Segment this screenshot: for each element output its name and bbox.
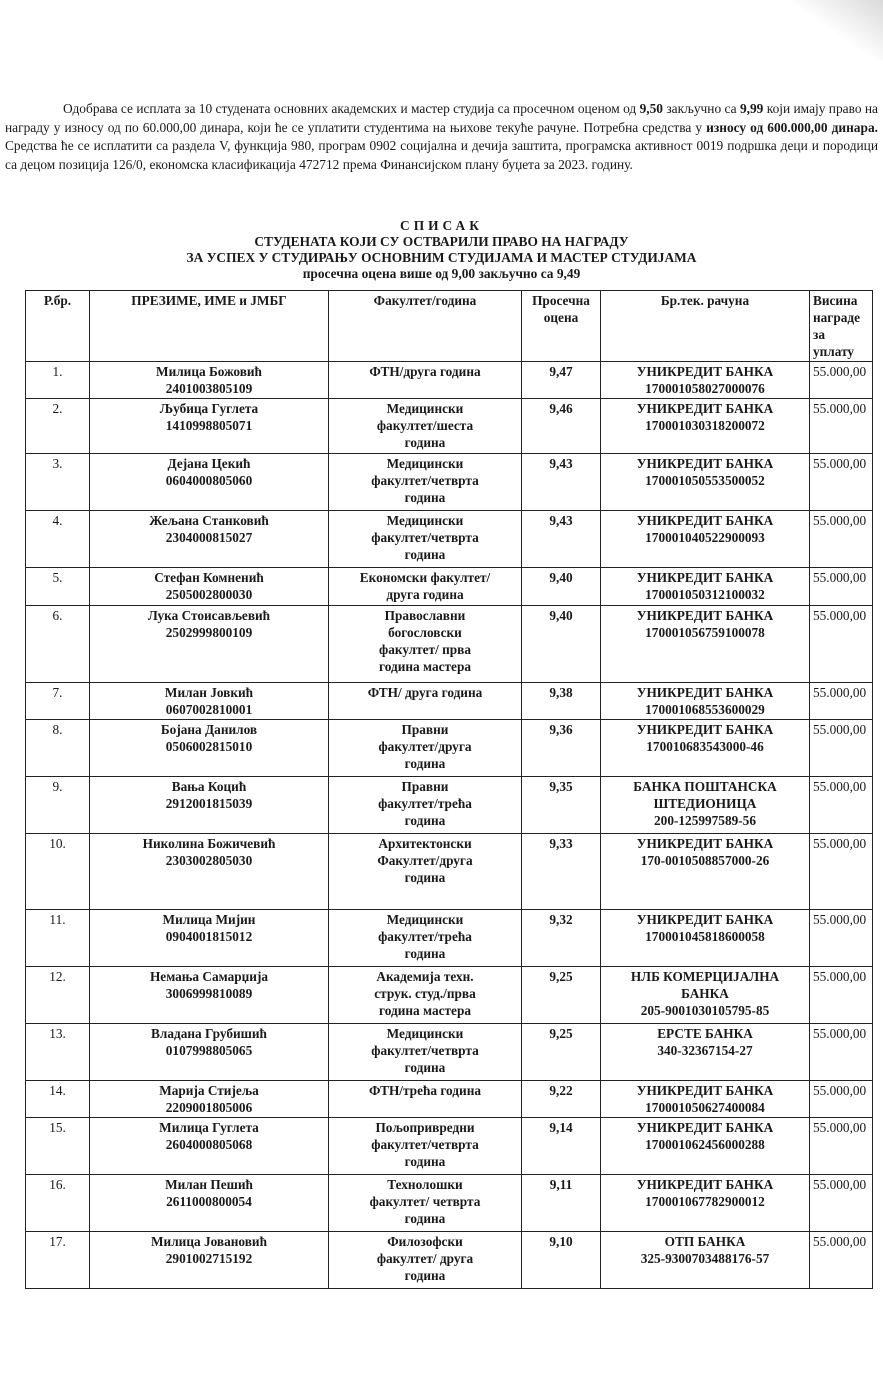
student-jmbg: 0607002810001 — [165, 702, 253, 717]
row-number: 1. — [52, 364, 63, 379]
account-number: 170001040522900093 — [645, 530, 765, 545]
student-name: Немања Самарџија — [149, 969, 269, 984]
cell-name — [90, 454, 329, 511]
award-amount: 55.000,00 — [813, 1026, 867, 1041]
table-row — [26, 720, 873, 777]
cell-amount — [810, 720, 873, 777]
bank-name: УНИКРЕДИТ БАНКА — [636, 401, 774, 416]
cell-average — [522, 910, 601, 967]
faculty-year: Технолошки факултет/ четврта година — [369, 1177, 481, 1226]
cell-average — [522, 1118, 601, 1175]
account-number: 170001062456000288 — [645, 1137, 765, 1152]
average-grade: 9,36 — [549, 722, 573, 737]
account-number: 170001050553500052 — [645, 473, 765, 488]
cell-amount — [810, 683, 873, 720]
award-amount: 55.000,00 — [813, 1234, 867, 1249]
student-jmbg: 2912001815039 — [165, 796, 253, 811]
table-header-row — [26, 291, 873, 362]
cell-faculty — [329, 1024, 522, 1081]
bank-name: УНИКРЕДИТ БАНКА — [636, 456, 774, 471]
cell-number — [26, 1118, 90, 1175]
row-number: 14. — [49, 1083, 66, 1098]
award-amount: 55.000,00 — [813, 456, 867, 471]
cell-faculty — [329, 910, 522, 967]
account-number: 170001030318200072 — [645, 418, 765, 433]
cell-name — [90, 1118, 329, 1175]
student-name: Владана Грубишић — [151, 1026, 267, 1041]
average-grade: 9,40 — [549, 608, 573, 623]
cell-faculty — [329, 1175, 522, 1232]
average-grade: 9,25 — [549, 1026, 573, 1041]
faculty-year: Академија техн. струк. студ./прва година мастера — [374, 969, 476, 1018]
faculty-year: Медицински факултет/четврта година — [371, 513, 479, 562]
cell-number — [26, 1081, 90, 1118]
student-name: Милица Јовановић — [151, 1234, 267, 1249]
faculty-year: ФТН/ друга година — [367, 685, 483, 700]
account-number: 170010683543000-46 — [646, 739, 764, 754]
cell-name — [90, 834, 329, 910]
row-number: 5. — [52, 570, 63, 585]
cell-amount — [810, 362, 873, 399]
intro-paragraph — [5, 100, 878, 174]
cell-faculty — [329, 967, 522, 1024]
cell-amount — [810, 1081, 873, 1118]
bank-name: УНИКРЕДИТ БАНКА — [636, 722, 774, 737]
bank-name: УНИКРЕДИТ БАНКА — [636, 1177, 774, 1192]
faculty-year: Пољопривредни факултет/четврта година — [371, 1120, 479, 1169]
bank-name: УНИКРЕДИТ БАНКА — [636, 912, 774, 927]
table-row — [26, 910, 873, 967]
table-row — [26, 967, 873, 1024]
row-number: 7. — [52, 685, 63, 700]
student-jmbg: 2604000805068 — [165, 1137, 253, 1152]
student-jmbg: 2611000800054 — [166, 1194, 252, 1209]
account-number: 200-125997589-56 — [654, 813, 756, 828]
cell-account — [601, 683, 810, 720]
list-heading — [0, 218, 883, 282]
cell-faculty — [329, 1232, 522, 1289]
heading-line-4: просечна оцена више од 9,00 закључно са 9,49 — [302, 266, 581, 281]
cell-faculty — [329, 511, 522, 568]
row-number: 13. — [49, 1026, 66, 1041]
table-row — [26, 1232, 873, 1289]
bank-name: УНИКРЕДИТ БАНКА — [636, 608, 774, 623]
cell-average — [522, 1232, 601, 1289]
cell-faculty — [329, 683, 522, 720]
cell-amount — [810, 399, 873, 454]
cell-number — [26, 1232, 90, 1289]
row-number: 16. — [49, 1177, 66, 1192]
cell-name — [90, 1081, 329, 1118]
row-number: 15. — [49, 1120, 66, 1135]
intro-value-max: 9,99 — [739, 101, 764, 116]
cell-average — [522, 606, 601, 683]
average-grade: 9,14 — [549, 1120, 573, 1135]
cell-average — [522, 683, 601, 720]
table-row — [26, 1118, 873, 1175]
table-row — [26, 1081, 873, 1118]
cell-account — [601, 967, 810, 1024]
cell-account — [601, 910, 810, 967]
cell-number — [26, 454, 90, 511]
bank-name: УНИКРЕДИТ БАНКА — [636, 570, 774, 585]
account-number: 170001068553600029 — [645, 702, 765, 717]
cell-amount — [810, 511, 873, 568]
student-name: Милица Божовић — [156, 364, 262, 379]
cell-number — [26, 568, 90, 606]
table-row — [26, 362, 873, 399]
account-number: 170-0010508857000-26 — [640, 853, 770, 868]
student-jmbg: 2401003805109 — [165, 381, 253, 396]
average-grade: 9,46 — [549, 401, 573, 416]
cell-account — [601, 362, 810, 399]
cell-account — [601, 454, 810, 511]
award-amount: 55.000,00 — [813, 969, 867, 984]
faculty-year: ФТН/друга година — [369, 364, 481, 379]
account-number: 340-32367154-27 — [657, 1043, 753, 1058]
cell-amount — [810, 777, 873, 834]
student-name: Стефан Комненић — [154, 570, 264, 585]
cell-amount — [810, 1175, 873, 1232]
cell-faculty — [329, 362, 522, 399]
student-jmbg: 0904001815012 — [165, 929, 253, 944]
cell-name — [90, 720, 329, 777]
cell-amount — [810, 1232, 873, 1289]
faculty-year: Медицински факултет/четврта година — [371, 1026, 479, 1075]
student-jmbg: 2505002800030 — [165, 587, 253, 602]
cell-account — [601, 1232, 810, 1289]
student-name: Дејана Цекић — [167, 456, 251, 471]
cell-account — [601, 834, 810, 910]
header-average: Просечна оцена — [522, 291, 601, 362]
cell-name — [90, 967, 329, 1024]
student-name: Марија Стијеља — [159, 1083, 259, 1098]
cell-number — [26, 720, 90, 777]
student-name: Николина Божичевић — [142, 836, 276, 851]
cell-name — [90, 683, 329, 720]
cell-amount — [810, 967, 873, 1024]
table-row — [26, 834, 873, 910]
average-grade: 9,43 — [549, 456, 573, 471]
cell-name — [90, 777, 329, 834]
cell-account — [601, 511, 810, 568]
cell-number — [26, 1024, 90, 1081]
student-jmbg: 0506002815010 — [165, 739, 253, 754]
table-row — [26, 606, 873, 683]
average-grade: 9,35 — [549, 779, 573, 794]
account-number: 170001056759100078 — [645, 625, 765, 640]
award-amount: 55.000,00 — [813, 364, 867, 379]
faculty-year: Архитектонски Факултет/друга година — [377, 836, 473, 885]
cell-account — [601, 720, 810, 777]
intro-value-total: износу од 600.000,00 динара. — [706, 119, 878, 135]
faculty-year: Медицински факултет/трећа година — [378, 912, 472, 961]
row-number: 2. — [52, 401, 63, 416]
cell-number — [26, 777, 90, 834]
award-amount: 55.000,00 — [813, 513, 867, 528]
cell-name — [90, 1175, 329, 1232]
account-number: 170001067782900012 — [645, 1194, 765, 1209]
cell-name — [90, 362, 329, 399]
student-name: Бојана Данилов — [160, 722, 258, 737]
cell-number — [26, 511, 90, 568]
student-name: Љубица Гуглета — [159, 401, 259, 416]
average-grade: 9,10 — [549, 1234, 573, 1249]
student-jmbg: 2303002805030 — [165, 853, 253, 868]
intro-value-min: 9,50 — [639, 101, 663, 116]
cell-average — [522, 511, 601, 568]
row-number: 10. — [49, 836, 66, 851]
header-faculty: Факултет/година — [329, 291, 522, 362]
cell-faculty — [329, 1081, 522, 1118]
account-number: 170001045818600058 — [645, 929, 765, 944]
cell-average — [522, 967, 601, 1024]
cell-faculty — [329, 777, 522, 834]
cell-account — [601, 1175, 810, 1232]
cell-name — [90, 568, 329, 606]
row-number: 11. — [49, 912, 66, 927]
cell-number — [26, 399, 90, 454]
account-number: 170001058027000076 — [645, 381, 765, 396]
table-row — [26, 399, 873, 454]
bank-name: УНИКРЕДИТ БАНКА — [636, 1120, 774, 1135]
faculty-year: Медицински факултет/шеста година — [376, 401, 474, 450]
student-jmbg: 0604000805060 — [165, 473, 253, 488]
intro-text-4: Средства ће се исплатити са раздела V, функција 980, програм 0902 социјална и дечија заштита, програмска активност 0019 подршка деци и породици са децом позиција 126/0, економска класификација 472712 према Финансијском плану буџета за 2023. годину. — [5, 138, 878, 172]
bank-name: УНИКРЕДИТ БАНКА — [636, 513, 774, 528]
table-row — [26, 683, 873, 720]
row-number: 3. — [52, 456, 63, 471]
cell-number — [26, 362, 90, 399]
table-row — [26, 1175, 873, 1232]
account-number: 170001050312100032 — [645, 587, 765, 602]
student-jmbg: 2502999800109 — [165, 625, 253, 640]
average-grade: 9,11 — [549, 1177, 573, 1192]
cell-faculty — [329, 1118, 522, 1175]
average-grade: 9,22 — [549, 1083, 573, 1098]
bank-name: ЕРСТЕ БАНКА — [657, 1026, 753, 1041]
bank-name: БАНКА ПОШТАНСКА ШТЕДИОНИЦА — [633, 779, 777, 811]
cell-amount — [810, 454, 873, 511]
cell-number — [26, 1175, 90, 1232]
student-name: Милица Мијин — [162, 912, 256, 927]
cell-average — [522, 1081, 601, 1118]
heading-title: СПИСАК — [400, 218, 483, 233]
intro-text-3: који имају право на награду у износу од по 60.000,00 динара, који ће се уплатити студентима на њихове текуће рачуне. Потребна средства у — [5, 101, 878, 135]
cell-account — [601, 777, 810, 834]
average-grade: 9,47 — [549, 364, 573, 379]
cell-faculty — [329, 568, 522, 606]
cell-name — [90, 1024, 329, 1081]
student-jmbg: 1410998805071 — [165, 418, 253, 433]
cell-amount — [810, 568, 873, 606]
award-amount: 55.000,00 — [813, 608, 867, 623]
cell-faculty — [329, 720, 522, 777]
row-number: 8. — [52, 722, 63, 737]
cell-name — [90, 399, 329, 454]
cell-name — [90, 511, 329, 568]
student-jmbg: 2901002715192 — [165, 1251, 253, 1266]
student-jmbg: 3006999810089 — [165, 986, 253, 1001]
cell-number — [26, 967, 90, 1024]
cell-number — [26, 606, 90, 683]
cell-name — [90, 910, 329, 967]
award-amount: 55.000,00 — [813, 1177, 867, 1192]
cell-account — [601, 399, 810, 454]
header-account: Бр.тек. рачуна — [601, 291, 810, 362]
table-row — [26, 1024, 873, 1081]
page-corner-fold — [793, 0, 883, 60]
header-number: Р.бр. — [26, 291, 90, 362]
award-amount: 55.000,00 — [813, 836, 867, 851]
cell-account — [601, 606, 810, 683]
table-row — [26, 777, 873, 834]
faculty-year: Правни факултет/трећа година — [378, 779, 472, 828]
award-amount: 55.000,00 — [813, 779, 867, 794]
average-grade: 9,38 — [549, 685, 573, 700]
cell-name — [90, 606, 329, 683]
cell-faculty — [329, 399, 522, 454]
cell-amount — [810, 834, 873, 910]
heading-line-3: ЗА УСПЕХ У СТУДИРАЊУ ОСНОВНИМ СТУДИЈАМА И МАСТЕР СТУДИЈАМА — [186, 250, 697, 265]
student-jmbg: 2209001805006 — [165, 1100, 253, 1115]
cell-average — [522, 568, 601, 606]
student-name: Вања Коцић — [171, 779, 247, 794]
faculty-year: Економски факултет/ друга година — [359, 570, 491, 602]
average-grade: 9,25 — [549, 969, 573, 984]
intro-text-2: закључно са — [666, 101, 737, 116]
header-amount: Висина награде за уплату — [810, 291, 873, 362]
student-name: Милица Гуглета — [159, 1120, 259, 1135]
cell-average — [522, 454, 601, 511]
cell-number — [26, 834, 90, 910]
row-number: 12. — [49, 969, 66, 984]
header-name: ПРЕЗИМЕ, ИМЕ и ЈМБГ — [90, 291, 329, 362]
bank-name: УНИКРЕДИТ БАНКА — [636, 1083, 774, 1098]
heading-line-2: СТУДЕНАТА КОЈИ СУ ОСТВАРИЛИ ПРАВО НА НАГРАДУ — [254, 234, 629, 249]
award-amount: 55.000,00 — [813, 1120, 867, 1135]
bank-name: УНИКРЕДИТ БАНКА — [636, 836, 774, 851]
average-grade: 9,32 — [549, 912, 573, 927]
faculty-year: Правни факултет/друга година — [378, 722, 472, 771]
award-amount: 55.000,00 — [813, 912, 867, 927]
row-number: 17. — [49, 1234, 66, 1249]
cell-faculty — [329, 834, 522, 910]
bank-name: УНИКРЕДИТ БАНКА — [636, 685, 774, 700]
intro-text-1: Одобрава се исплата за 10 студената основних академских и мастер студија са просечном оценом од — [63, 101, 637, 116]
account-number: 325-9300703488176-57 — [640, 1251, 770, 1266]
cell-amount — [810, 606, 873, 683]
faculty-year: Медицински факултет/четврта година — [371, 456, 479, 505]
row-number: 9. — [52, 779, 63, 794]
cell-faculty — [329, 606, 522, 683]
award-amount: 55.000,00 — [813, 401, 867, 416]
cell-average — [522, 777, 601, 834]
table-body — [26, 362, 873, 1289]
cell-average — [522, 834, 601, 910]
cell-average — [522, 720, 601, 777]
bank-name: НЛБ КОМЕРЦИЈАЛНА БАНКА — [630, 969, 780, 1001]
cell-average — [522, 399, 601, 454]
student-name: Милан Јовкић — [164, 685, 254, 700]
student-name: Лука Стоисављевић — [147, 608, 271, 623]
award-amount: 55.000,00 — [813, 1083, 867, 1098]
row-number: 6. — [52, 608, 63, 623]
cell-average — [522, 362, 601, 399]
average-grade: 9,40 — [549, 570, 573, 585]
average-grade: 9,43 — [549, 513, 573, 528]
cell-number — [26, 683, 90, 720]
cell-account — [601, 1081, 810, 1118]
award-amount: 55.000,00 — [813, 570, 867, 585]
award-amount: 55.000,00 — [813, 722, 867, 737]
table-row — [26, 568, 873, 606]
faculty-year: ФТН/трећа година — [368, 1083, 482, 1098]
student-jmbg: 0107998805065 — [165, 1043, 253, 1058]
account-number: 205-9001030105795-85 — [640, 1003, 770, 1018]
student-jmbg: 2304000815027 — [165, 530, 253, 545]
cell-amount — [810, 1024, 873, 1081]
bank-name: ОТП БАНКА — [664, 1234, 746, 1249]
award-amount: 55.000,00 — [813, 685, 867, 700]
table-row — [26, 454, 873, 511]
row-number: 4. — [52, 513, 63, 528]
table-row — [26, 511, 873, 568]
cell-amount — [810, 1118, 873, 1175]
student-name: Милан Пешић — [165, 1177, 253, 1192]
cell-account — [601, 568, 810, 606]
faculty-year: Православни богословски факултет/ прва година мастера — [379, 608, 471, 674]
cell-faculty — [329, 454, 522, 511]
bank-name: УНИКРЕДИТ БАНКА — [636, 364, 774, 379]
average-grade: 9,33 — [549, 836, 573, 851]
cell-name — [90, 1232, 329, 1289]
cell-number — [26, 910, 90, 967]
cell-average — [522, 1024, 601, 1081]
cell-account — [601, 1118, 810, 1175]
cell-amount — [810, 910, 873, 967]
student-name: Жељана Станковић — [149, 513, 269, 528]
faculty-year: Филозофски факултет/ друга година — [376, 1234, 474, 1283]
account-number: 170001050627400084 — [645, 1100, 765, 1115]
students-table — [25, 290, 873, 1289]
cell-average — [522, 1175, 601, 1232]
cell-account — [601, 1024, 810, 1081]
